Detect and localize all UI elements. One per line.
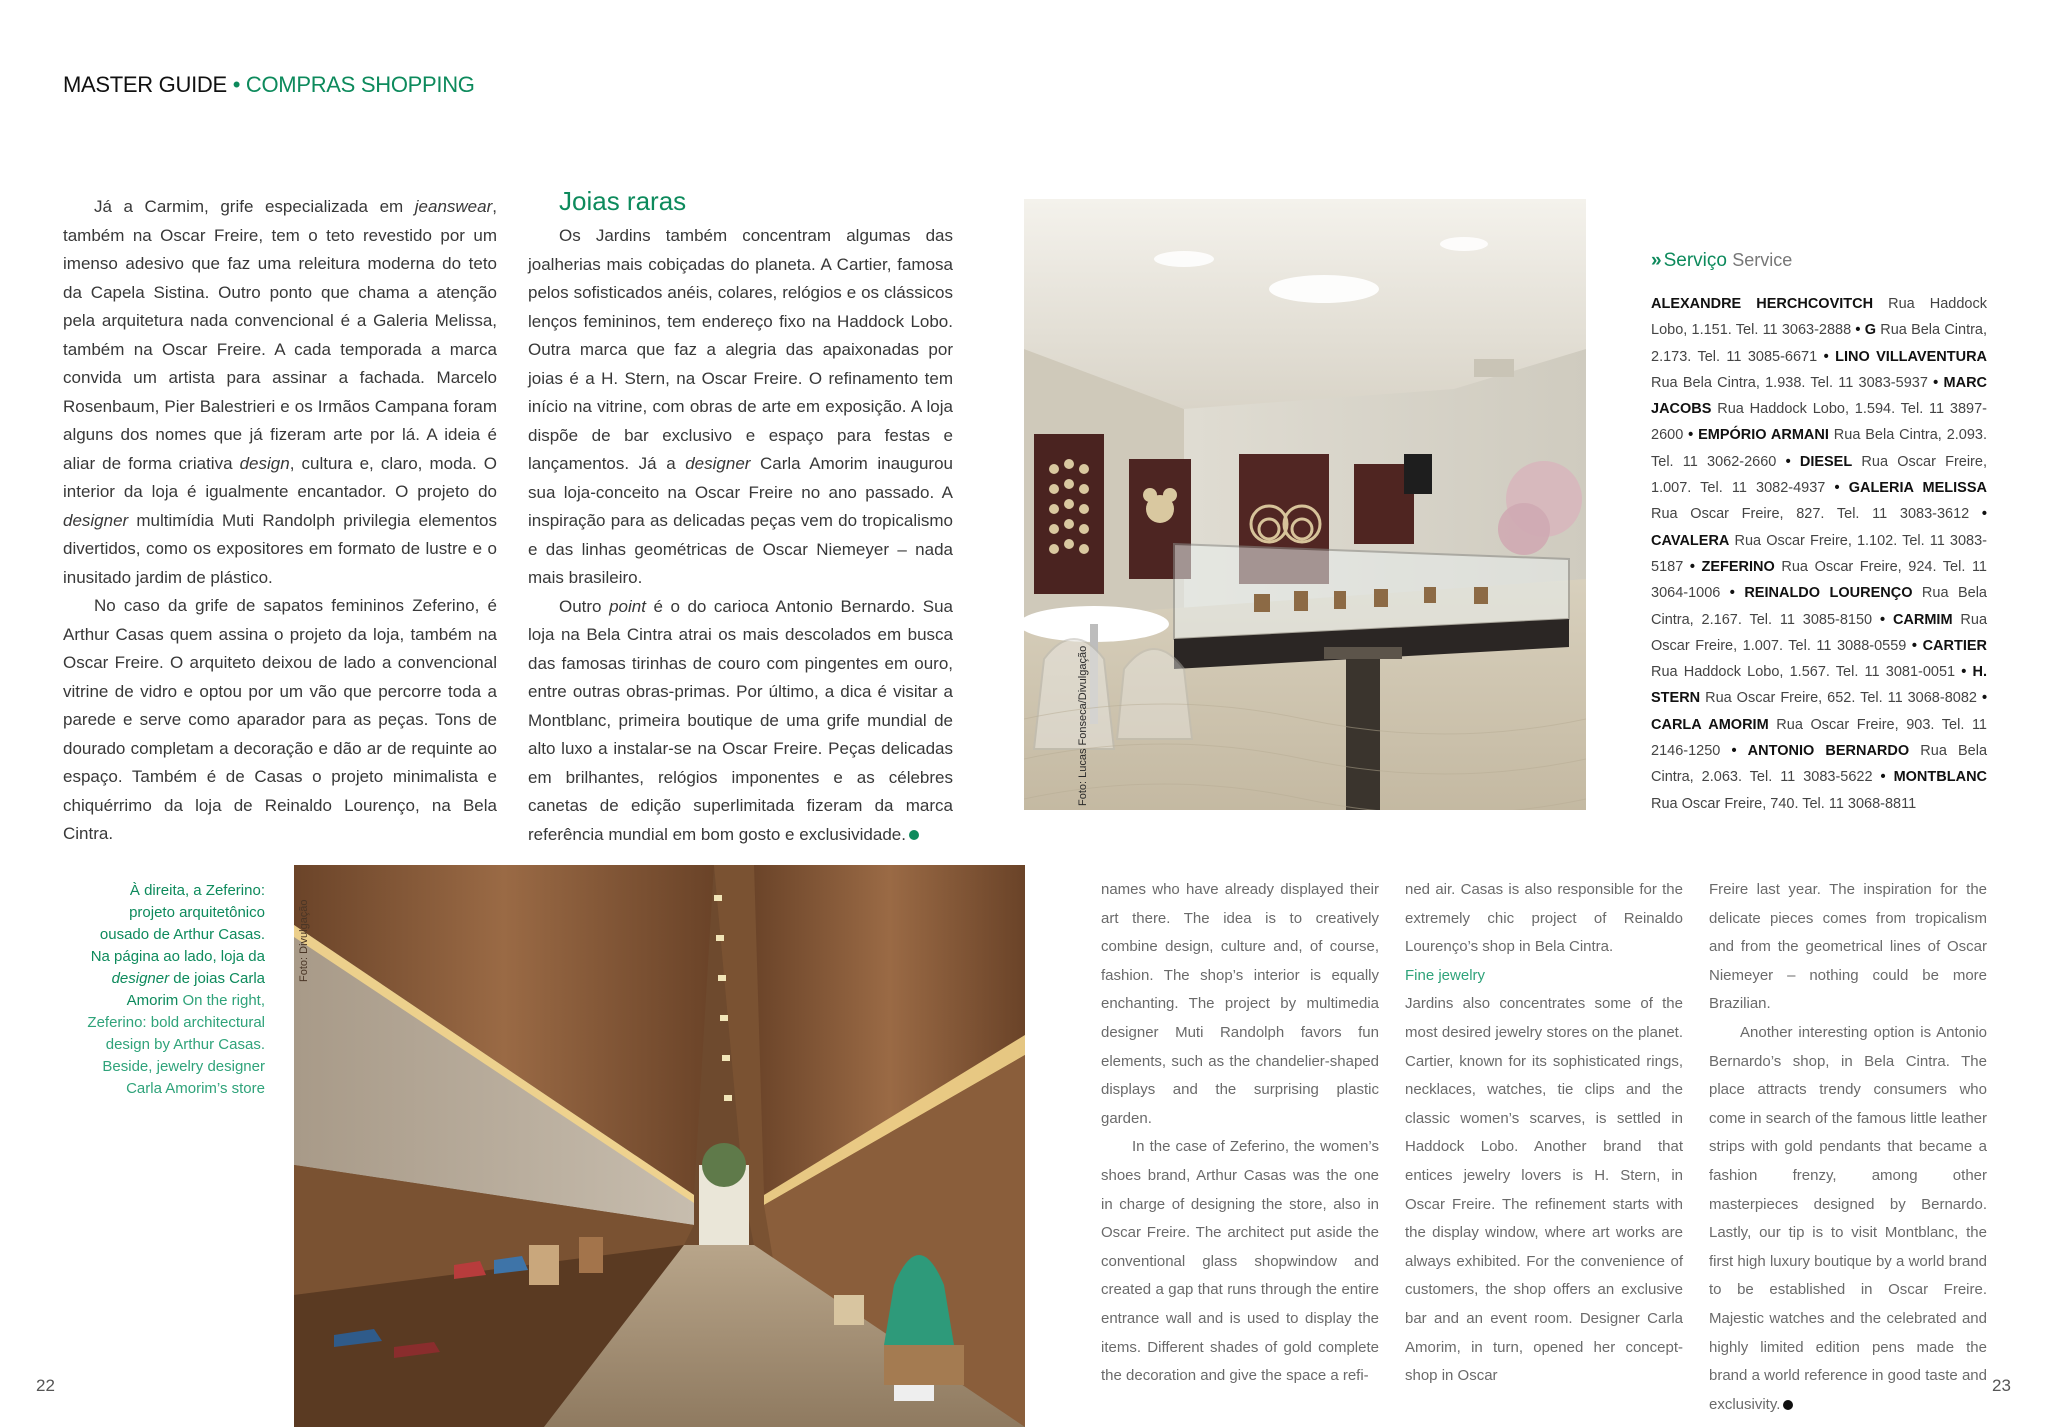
column1-paragraph-2: No caso da grife de sapatos femininos Zeferino, é Arthur Casas quem assina o projeto da loja, também na Oscar Freire. O arquiteto deixou de lado a convencional vitrine de vidro e optou por um vão que percorre toda a parede e serve como aparador para as peças. Tons de dourado completam a decoração e dão ar de requinte ao espaço. Também é de Casas o projeto minimalista e chiquérrimo da loja de Reinaldo Lourenço, na Bela Cintra. [63,596,497,843]
header-section: COMPRAS [245,72,356,97]
service-entry-info: Rua Bela Cintra, 2.063. Tel. 11 3083-5622 [1651,743,1988,786]
service-entry-name: MONTBLANC [1893,769,1988,786]
service-entry-name: MARC JACOBS [1651,374,1988,418]
photo-credit-zeferino-store: Foto: Divulgação [298,899,310,982]
service-entry-name: H. STERN [1651,664,1988,707]
service-separator: • [1933,374,1939,391]
service-separator: • [1880,769,1886,786]
jewelry-store-illustration [1024,199,1586,810]
double-chevron-icon: » [1651,250,1658,271]
section-heading-joias-raras: Joias raras [559,186,687,216]
service-separator: • [1911,637,1917,654]
service-separator: • [1855,322,1861,339]
service-entry-info: Rua Bela Cintra, 1.938. Tel. 11 3083-5937 [1651,374,1928,391]
service-entry-info: Rua Oscar Freire, 652. Tel. 11 3068-8082 [1705,690,1977,707]
service-entry-name: ALEXANDRE HERCHCOVITCH [1651,296,1874,312]
service-entry-name: EMPÓRIO ARMANI [1698,427,1829,444]
photo-credit-jewelry-store: Foto: Lucas Fonseca/Divulgação [1077,645,1089,806]
service-entry-info: Rua Oscar Freire, 1.007. Tel. 11 3088-0559 [1651,611,1988,654]
service-entry-name: REINALDO LOURENÇO [1744,585,1913,602]
service-entry-info: Rua Bela Cintra, 2.093. Tel. 11 3062-2660 [1651,427,1988,470]
english-col2-paragraph-1: ned air. Casas is also responsible for the extremely chic project of Reinaldo Lourenço’s shop in Bela Cintra. [1405,881,1683,956]
service-separator: • [1834,480,1840,497]
service-separator: • [1689,558,1695,575]
photo-zeferino-store [294,865,1025,1427]
english-column-3 [1709,876,1987,1419]
service-separator: • [1688,427,1694,444]
column2-paragraph-1: Os Jardins também concentram algumas das joalherias mais cobiçadas do planeta. A Cartier, famosa pelos sofisticados anéis, colares, relógios e os clássicos lenços femininos, tem endereço fixo na Haddock Lobo. Outra marca que faz a alegria das apaixonadas por joias é a H. Stern, na Oscar Freire. O refinamento tem início na vitrine, com obras de arte em exposição. A loja dispõe de bar exclusivo e espaço para festas e lançamentos. Já a designer Carla Amorim inaugurou sua loja-conceito na Oscar Freire no ano passado. A inspiração para as delicadas peças vem do tropicalismo e das linhas geométricas de Oscar Niemeyer – nada mais brasileiro. [528,226,953,587]
service-entry-name: CARTIER [1922,637,1988,654]
service-entry-info: Rua Oscar Freire, 827. Tel. 11 3083-3612 [1651,506,1970,523]
service-separator: • [1731,743,1737,760]
service-heading [1651,250,1792,272]
column1-paragraph-1: Já a Carmim, grife especializada em jeanswear, também na Oscar Freire, tem o teto revestido por um imenso adesivo que faz uma releitura moderna do teto da Capela Sistina. Outro ponto que chama a atenção pela arquitetura nada convencional é a Galeria Melissa, também na Oscar Freire. A cada temporada a marca convida um artista para assinar a fachada. Marcelo Rosenbaum, Pier Balestrieri e os Irmãos Campana foram alguns dos nomes que já fizeram arte por lá. A ideia é aliar de forma criativa design, cultura e, claro, moda. O interior da loja é igualmente encantador. O projeto do designer multimídia Muti Randolph privilegia elementos divertidos, como os expositores em formato de lustre e o inusitado jardim de plástico. [63,197,497,587]
service-entry-name: ANTONIO BERNARDO [1747,743,1910,760]
header-bullet: • [232,72,241,97]
service-entry-info: Rua Oscar Freire, 903. Tel. 11 2146-1250 [1651,716,1987,760]
service-entry-info: Rua Bela Cintra, 2.167. Tel. 11 3085-8150 [1651,585,1987,628]
service-entry-info: Rua Oscar Freire, 924. Tel. 11 3064-1006 [1651,558,1987,602]
english-col3-paragraph-1: Freire last year. The inspiration for the delicate pieces comes from tropicalism and from the geometrical lines of Oscar Niemeyer – nothing could be more Brazilian. [1709,881,1987,1013]
service-title-english: Service [1732,250,1793,270]
service-separator: • [1823,348,1829,365]
service-title: Serviço [1663,250,1727,271]
service-separator: • [1785,453,1791,470]
article-column-2 [528,186,953,849]
service-entry-info: Rua Haddock Lobo, 1.151. Tel. 11 3063-2888 [1651,296,1987,339]
service-entry-info: Rua Oscar Freire, 1.102. Tel. 11 3083-5187 [1651,532,1988,575]
header-brand: MASTER GUIDE [63,72,227,97]
service-separator: • [1981,690,1988,707]
service-entry-name: CAVALERA [1651,532,1730,549]
english-col3-paragraph-2: Another interesting option is Antonio Bernardo’s shop, in Bela Cintra. The place attracts trendy consumers who come in search of the famous little leather strips with gold pendants that became a fashion frenzy, among other masterpieces designed by Bernardo. Lastly, our tip is to visit Montblanc, the first high luxury boutique by a world brand to be established in Oscar Freire. Majestic watches and the celebrated and highly limited edition pens made the brand a world reference in good taste and exclusivity. [1709,1023,1987,1413]
column2-paragraph-2: Outro point é o do carioca Antonio Bernardo. Sua loja na Bela Cintra atrai os mais descolados em busca das famosas tirinhas de couro com pingentes em ouro, entre outras obras-primas. Por último, a dica é visitar a Montblanc, primeira boutique de uma grife mundial de alto luxo a instalar-se na Oscar Freire. Peças delicadas em brilhantes, relógios imponentes e as célebres canetas de edição superlimitada fizeram da marca referência mundial em bom gosto e exclusividade. [528,596,953,844]
page-number-left: 22 [36,1376,55,1395]
header-subsection: SHOPPING [360,72,475,97]
service-entry-name: CARLA AMORIM [1651,716,1769,733]
service-separator: • [1981,506,1987,523]
english-column-1 [1101,876,1379,1391]
page-number-right: 23 [1992,1376,2011,1395]
service-entry-name: DIESEL [1799,453,1853,470]
english-col1-paragraph-1: names who have already displayed their art there. The idea is to creatively combine design, culture and, of course, fashion. The shop’s interior is equally enchanting. The project by multimedia designer Muti Randolph favors fun elements, such as the chandelier-shaped displays and the surprising plastic garden. [1101,881,1379,1127]
english-col2-paragraph-2: Jardins also concentrates some of the most desired jewelry stores on the planet. Cartier, known for its sophisticated rings, necklaces, watches, tie clips and the classic women’s scarves, is settled in Haddock Lobo. Another brand that entices jewelry lovers is H. Stern, in Oscar Freire. The refinement starts with the display window, where art works are always exhibited. For the convenience of customers, the shop offers an exclusive bar and an event room. Designer Carla Amorim, in turn, opened her concept-shop in Oscar [1405,995,1683,1385]
service-entry-name: G [1864,322,1877,339]
photo-jewelry-store [1024,199,1586,810]
running-header [63,72,475,98]
article-column-1 [63,193,497,849]
english-subheading-fine-jewelry: Fine jewelry [1405,966,1486,984]
service-entry-info: Rua Haddock Lobo, 1.594. Tel. 11 3897-2600 [1651,401,1987,444]
caption-english: On the right, Zeferino: bold architectural design by Arthur Casas. Beside, jewelry designer Carla Amorim’s store [87,992,265,1097]
service-entry-info: Rua Bela Cintra, 2.173. Tel. 11 3085-6671 [1651,322,1988,365]
end-of-article-mark-english [1783,1400,1793,1410]
end-of-article-mark [909,830,919,840]
service-entry-name: ZEFERINO [1701,558,1775,575]
service-separator: • [1729,585,1735,602]
english-column-2 [1405,876,1683,1391]
service-separator: • [1880,611,1886,628]
service-entry-info: Rua Haddock Lobo, 1.567. Tel. 11 3081-0051 [1651,664,1956,681]
service-entry-name: LINO VILLAVENTURA [1835,348,1988,365]
service-entry-info: Rua Oscar Freire, 740. Tel. 11 3068-8811 [1651,795,1917,812]
service-entry-name: CARMIM [1892,611,1953,628]
english-col1-paragraph-2: In the case of Zeferino, the women’s shoes brand, Arthur Casas was the one in charge of designing the store, also in Oscar Freire. The architect put aside the conventional glass shopwindow and created a gap that runs through the entire entrance wall and is used to display the items. Different shades of gold complete the decoration and give the space a refi- [1101,1138,1379,1385]
service-directory [1651,291,1987,817]
zeferino-store-illustration [294,865,1025,1427]
photo-caption [80,880,265,1100]
service-entry-info: Rua Oscar Freire, 1.007. Tel. 11 3082-4937 [1651,453,1987,497]
caption-portuguese: À direita, a Zeferino: projeto arquitetônico ousado de Arthur Casas. Na página ao lado, loja da designer de joias Carla Amorim [90,882,265,1009]
service-separator: • [1961,664,1967,681]
service-entry-name: GALERIA MELISSA [1848,480,1987,497]
